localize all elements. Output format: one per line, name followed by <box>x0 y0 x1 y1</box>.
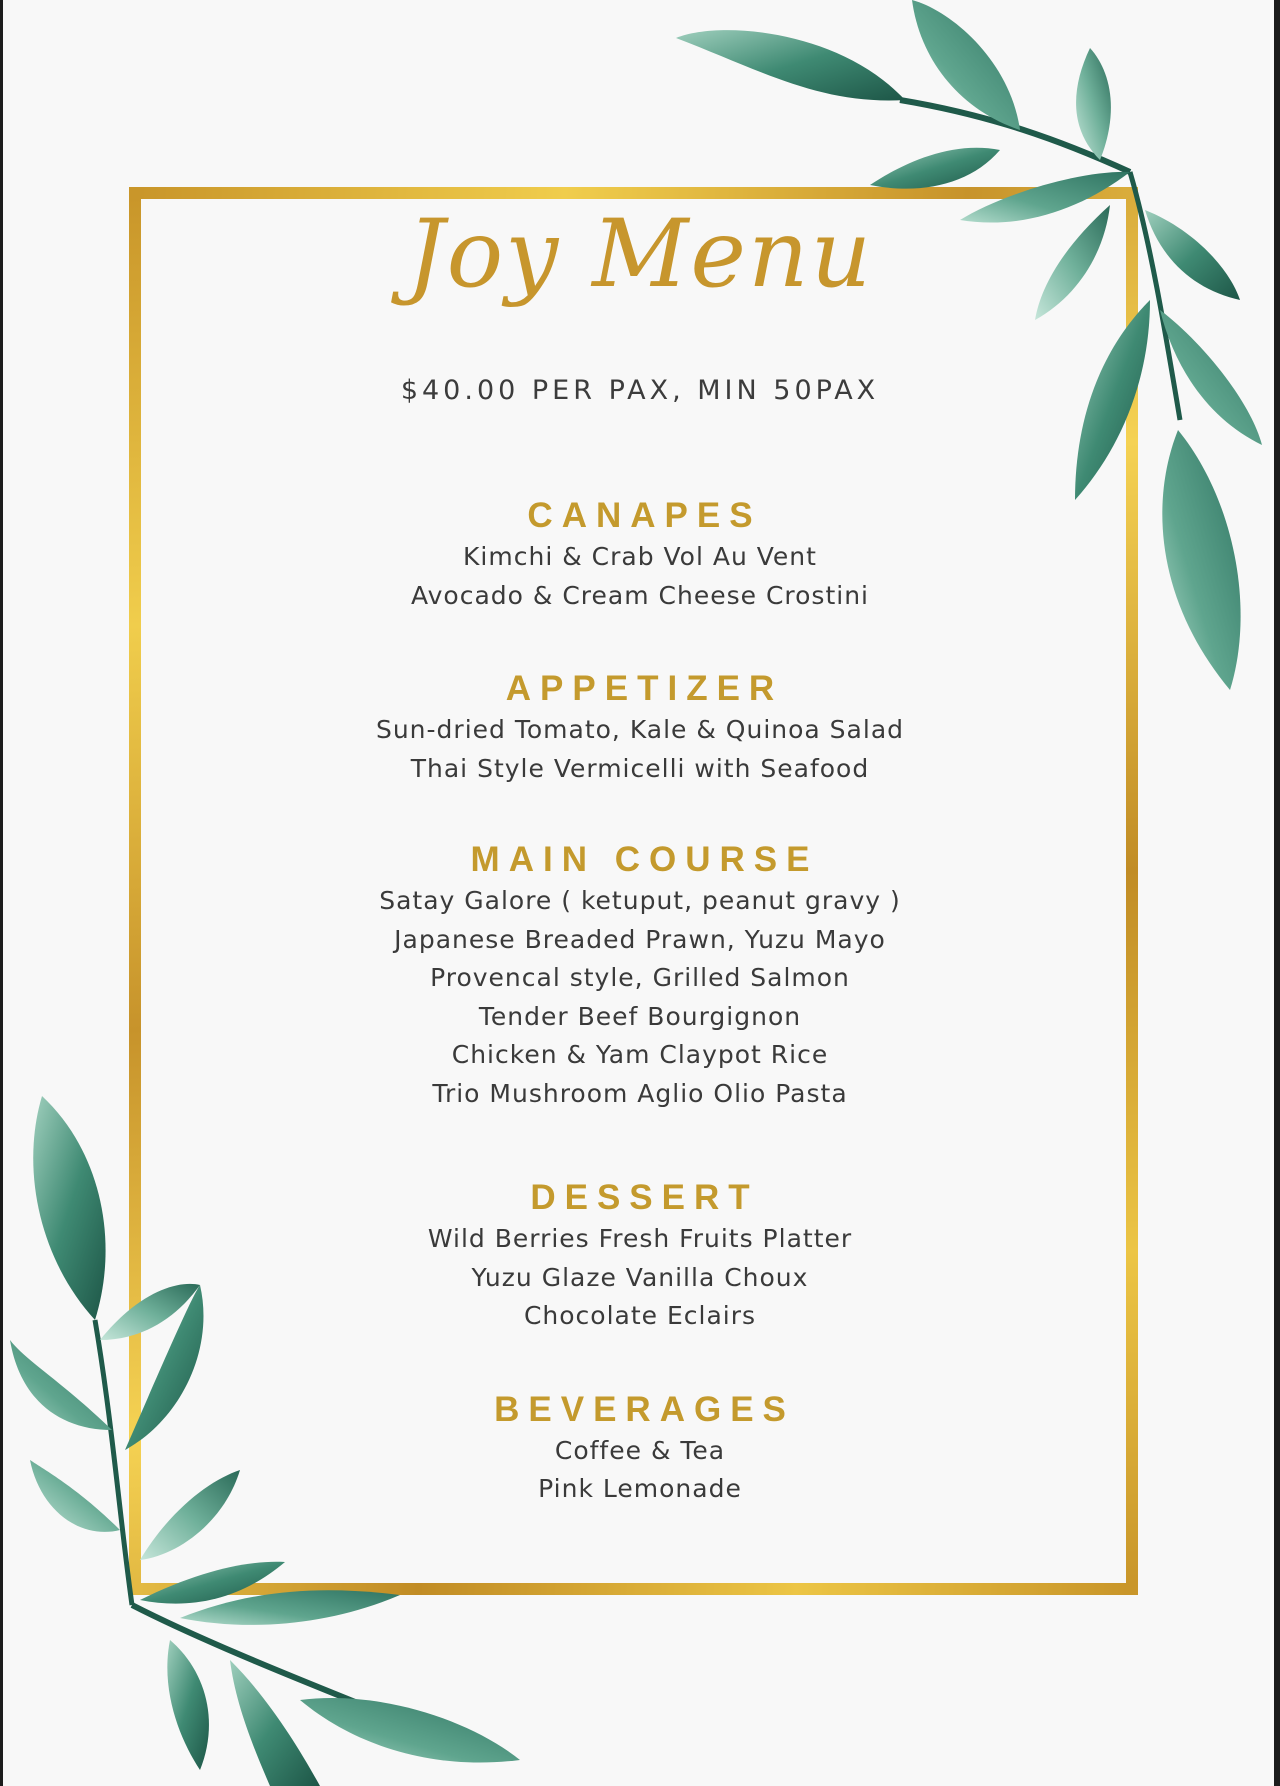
section-title: CANAPES <box>527 496 762 535</box>
menu-item: Thai Style Vermicelli with Seafood <box>410 753 870 783</box>
price-line: $40.00 PER PAX, MIN 50PAX <box>400 375 880 406</box>
section-appetizer <box>0 667 1280 788</box>
menu-item: Tender Beef Bourgignon <box>478 1001 802 1031</box>
menu-item: Yuzu Glaze Vanilla Choux <box>471 1262 809 1292</box>
menu-content <box>0 190 1280 1509</box>
menu-item: Avocado & Cream Cheese Crostini <box>411 580 869 610</box>
menu-item: Sun-dried Tomato, Kale & Quinoa Salad <box>375 715 905 744</box>
menu-item: Pink Lemonade <box>538 1474 742 1503</box>
section-canapes <box>0 494 1280 615</box>
menu-item: Satay Galore ( ketuput, peanut gravy ) <box>379 886 901 915</box>
section-title: BEVERAGES <box>494 1389 795 1429</box>
section-beverages <box>0 1388 1280 1509</box>
section-title: MAIN COURSE <box>470 840 819 879</box>
menu-item: Wild Berries Fresh Fruits Platter <box>427 1224 853 1253</box>
section-dessert <box>0 1176 1280 1336</box>
menu-item: Chocolate Eclairs <box>523 1301 757 1330</box>
menu-item: Kimchi & Crab Vol Au Vent <box>463 542 817 571</box>
menu-item: Provencal style, Grilled Salmon <box>430 963 850 992</box>
menu-item: Chicken & Yam Claypot Rice <box>451 1040 829 1069</box>
menu-item: Coffee & Tea <box>554 1435 726 1465</box>
section-main-course <box>0 838 1280 1113</box>
section-title: APPETIZER <box>505 669 784 708</box>
menu-title: Joy Menu <box>406 200 874 309</box>
menu-item: Japanese Breaded Prawn, Yuzu Mayo <box>394 924 886 954</box>
menu-item: Trio Mushroom Aglio Olio Pasta <box>432 1078 848 1108</box>
section-title: DESSERT <box>530 1178 759 1217</box>
